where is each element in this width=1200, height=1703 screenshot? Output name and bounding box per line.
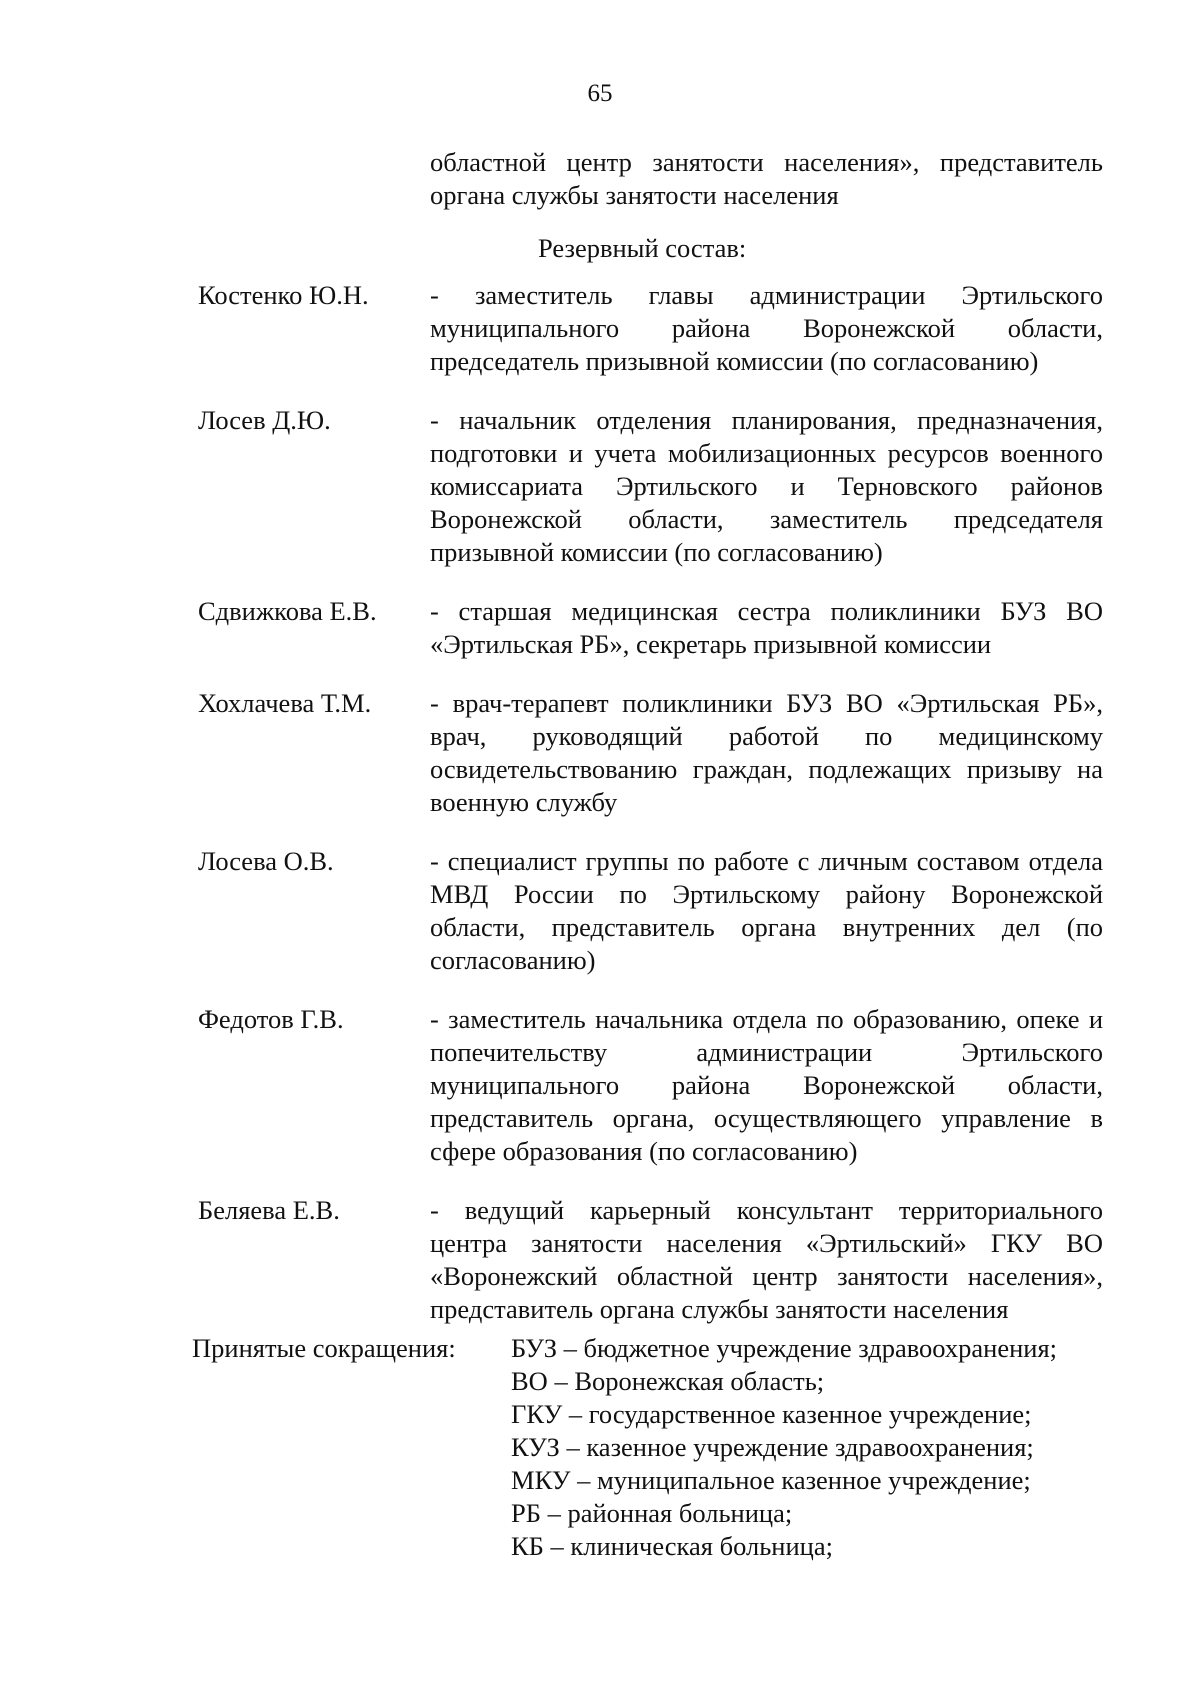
abbreviation-item: ГКУ – государственное казенное учреждение; — [511, 1399, 1032, 1429]
member-role: - старшая медицинская сестра поликлиники БУЗ ВО «Эртильская РБ», секретарь призывной комиссии — [430, 596, 1103, 659]
member-row — [198, 404, 1103, 569]
abbreviation-item: КБ – клиническая больница; — [511, 1531, 833, 1561]
page-number: 65 — [587, 80, 613, 107]
member-row — [198, 1003, 1103, 1168]
abbreviation-item: РБ – районная больница; — [511, 1498, 793, 1528]
abbreviation-item: ВО – Воронежская область; — [511, 1366, 825, 1396]
member-row — [198, 1194, 1103, 1326]
member-name: Сдвижкова Е.В. — [198, 596, 377, 626]
abbreviation-item: МКУ – муниципальное казенное учреждение; — [511, 1465, 1031, 1495]
member-role: - ведущий карьерный консультант территориального центра занятости населения «Эртильский» ГКУ ВО «Воронежский областной центр занятости населения», представитель органа службы занятости населения — [430, 1195, 1103, 1324]
member-row — [198, 845, 1103, 977]
reserve-heading: Резервный состав: — [538, 233, 747, 263]
abbreviation-item: КУЗ – казенное учреждение здравоохранения; — [511, 1432, 1034, 1462]
member-role: - заместитель главы администрации Эртильского муниципального района Воронежской области, председатель призывной комиссии (по согласованию) — [430, 280, 1103, 376]
member-row — [198, 279, 1103, 378]
member-name: Беляева Е.В. — [198, 1195, 340, 1225]
member-role: - специалист группы по работе с личным составом отдела МВД России по Эртильскому району Воронежской области, представитель органа внутренних дел (по согласованию) — [430, 846, 1103, 975]
member-name: Федотов Г.В. — [198, 1004, 344, 1034]
member-name: Лосева О.В. — [198, 846, 334, 876]
abbreviations-section — [192, 1332, 1057, 1563]
member-row — [198, 595, 1103, 661]
document-body — [198, 146, 1103, 1352]
member-role: - заместитель начальника отдела по образованию, опеке и попечительству администрации Эртильского муниципального района Воронежской области, представитель органа, осуществляющего управление в сфере образования (по согласованию) — [430, 1004, 1103, 1166]
member-role: - врач-терапевт поликлиники БУЗ ВО «Эртильская РБ», врач, руководящий работой по медицинскому освидетельствованию граждан, подлежащих призыву на военную службу — [430, 688, 1103, 817]
member-role: - начальник отделения планирования, предназначения, подготовки и учета мобилизационных ресурсов военного комиссариата Эртильского и Терновского районов Воронежской области, заместитель председателя призывной комиссии (по согласованию) — [430, 405, 1103, 567]
member-name: Лосев Д.Ю. — [198, 405, 331, 435]
continuation-paragraph: областной центр занятости населения», представитель органа службы занятости населения — [430, 147, 1103, 210]
abbreviations-list — [511, 1332, 1057, 1563]
abbreviation-item: БУЗ – бюджетное учреждение здравоохранения; — [511, 1333, 1058, 1363]
member-name: Хохлачева Т.М. — [198, 688, 372, 718]
member-name: Костенко Ю.Н. — [198, 280, 369, 310]
abbreviations-label: Принятые сокращения: — [192, 1333, 456, 1363]
member-row — [198, 687, 1103, 819]
